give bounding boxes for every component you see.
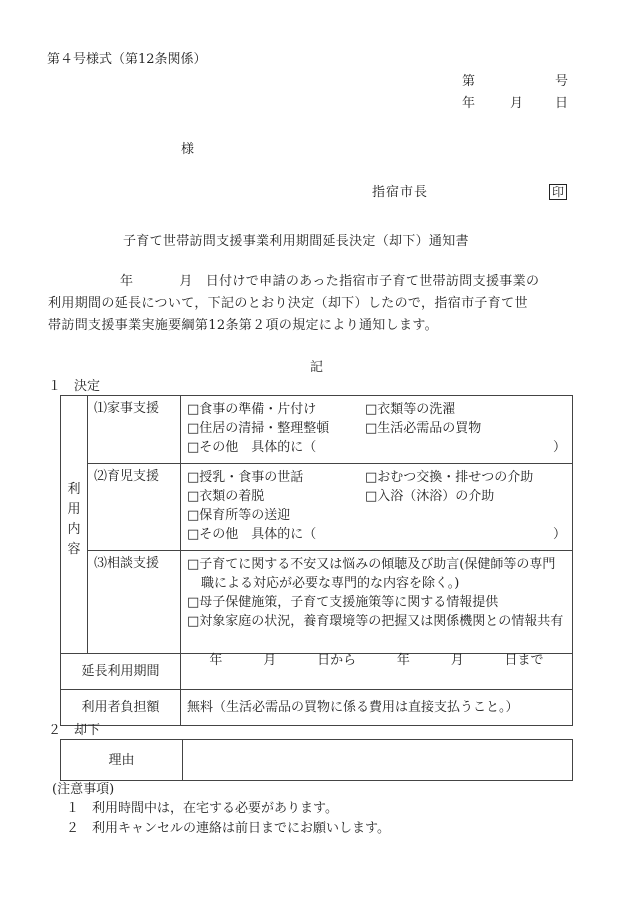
reason-field[interactable] — [183, 740, 573, 781]
housework-cleaning-checkbox[interactable]: □住居の清掃・整理整頓 — [187, 421, 330, 436]
usage-char-4: 容 — [67, 542, 81, 557]
notes-heading: (注意事項) — [52, 782, 115, 797]
housework-other-checkbox[interactable]: □その他 具体的に（ — [187, 440, 317, 455]
ki-heading: 記 — [310, 360, 324, 375]
housework-other-close: ） — [552, 440, 566, 455]
childcare-other-close: ） — [552, 527, 566, 542]
period-from-day: 日から — [317, 653, 357, 668]
seal-mark: 印 — [549, 184, 567, 200]
doc-number-go: 号 — [555, 74, 569, 89]
consult-sharing-checkbox[interactable]: □対象家庭の状況，養育環境等の把握又は関係機関との情報共有 — [187, 614, 564, 629]
form-number: 第４号様式（第12条関係） — [47, 52, 207, 67]
usage-char-1: 利 — [67, 482, 81, 497]
decision-table — [60, 395, 573, 726]
note-2: ２ 利用キャンセルの連絡は前日までにお願いします。 — [66, 821, 390, 836]
childcare-dressing-checkbox[interactable]: □衣類の着脱 — [187, 489, 265, 504]
date-year: 年 — [462, 96, 476, 111]
note-1: １ 利用時間中は，在宅する必要があります。 — [66, 801, 338, 816]
rejection-table — [60, 739, 573, 781]
addressee-suffix: 様 — [181, 142, 195, 157]
body-paragraph — [48, 271, 588, 337]
date-month: 月 — [510, 96, 524, 111]
date-day: 日 — [555, 96, 569, 111]
body-line2: 利用期間の延長について，下記のとおり決定（却下）したので，指宿市子育て世 — [48, 296, 528, 311]
period-label: 延長利用期間 — [81, 664, 160, 679]
doc-number-dai: 第 — [462, 74, 476, 89]
consult-items — [181, 551, 572, 637]
childcare-other-checkbox[interactable]: □その他 具体的に（ — [187, 527, 317, 542]
usage-label-cell — [61, 396, 88, 654]
housework-items — [181, 396, 572, 463]
housework-label: ⑴家事支援 — [94, 401, 160, 416]
childcare-diaper-checkbox[interactable]: □おむつ交換・排せつの介助 — [365, 470, 534, 485]
period-to-day: 日まで — [504, 653, 544, 668]
section-rejection: ２ 却下 — [48, 723, 101, 738]
section-decision: １ 決定 — [48, 379, 101, 394]
childcare-feeding-checkbox[interactable]: □授乳・食事の世話 — [187, 470, 304, 485]
housework-shopping-checkbox[interactable]: □生活必需品の買物 — [365, 421, 482, 436]
body-year: 年 — [120, 274, 134, 289]
childcare-nursery-checkbox[interactable]: □保育所等の送迎 — [187, 508, 291, 523]
burden-label: 利用者負担額 — [81, 700, 160, 715]
period-value — [181, 654, 572, 667]
period-to-year: 年 — [396, 653, 410, 668]
burden-value: 無料（生活必需品の買物に係る費用は直接支払うこと。） — [187, 700, 519, 715]
usage-char-3: 内 — [67, 522, 81, 537]
consult-advice-checkbox[interactable]: □子育てに関する不安又は悩みの傾聴及び助言(保健師等の専門職による対応が必要な専門的な内容を除く。) — [187, 557, 556, 591]
usage-char-2: 用 — [67, 502, 81, 517]
childcare-label: ⑵育児支援 — [94, 469, 160, 484]
document-title: 子育て世帯訪問支援事業利用期間延長決定（却下）通知書 — [123, 234, 469, 249]
issuer-name: 指宿市長 — [372, 185, 429, 200]
consult-info-checkbox[interactable]: □母子保健施策，子育て支援施策等に関する情報提供 — [187, 595, 499, 610]
housework-meal-checkbox[interactable]: □食事の準備・片付け — [187, 402, 317, 417]
reason-label: 理由 — [61, 740, 183, 781]
body-month: 月 — [179, 274, 193, 289]
period-from-year: 年 — [209, 653, 223, 668]
childcare-items — [181, 464, 572, 550]
period-to-month: 月 — [450, 653, 464, 668]
period-from-month: 月 — [263, 653, 277, 668]
body-line1: 日付けで申請のあった指宿市子育て世帯訪問支援事業の — [205, 274, 540, 289]
housework-laundry-checkbox[interactable]: □衣類等の洗濯 — [365, 402, 456, 417]
body-line3: 帯訪問支援事業実施要綱第12条第２項の規定により通知します。 — [48, 318, 439, 333]
consult-label: ⑶相談支援 — [94, 556, 160, 571]
childcare-bathing-checkbox[interactable]: □入浴（沐浴）の介助 — [365, 489, 495, 504]
